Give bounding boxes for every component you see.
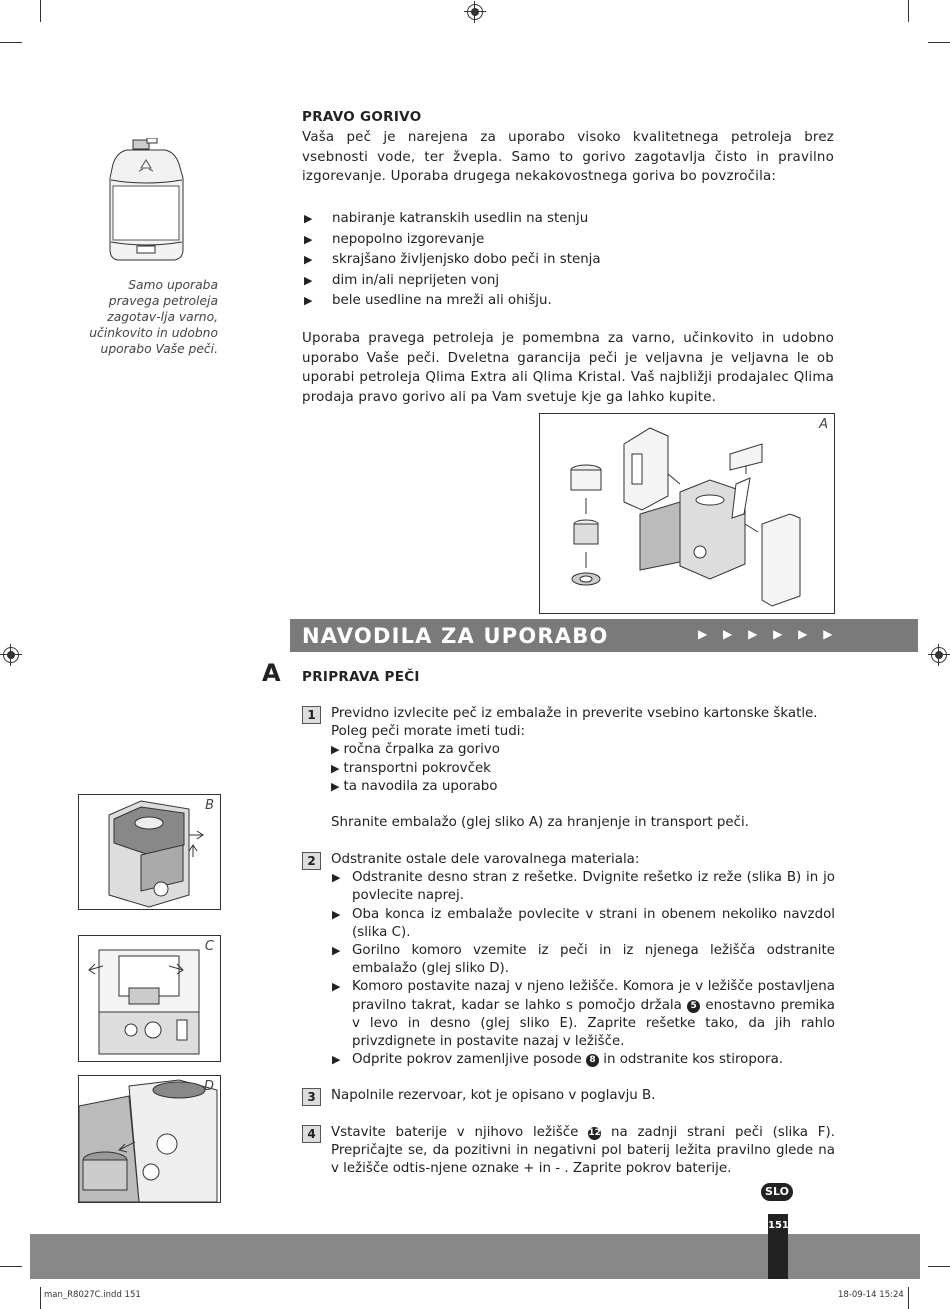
list-item: ▶ Komoro postavite nazaj v njeno ležišče. Komora je v ležišče postavljena pravilno takrat, kadar se lahko s pomočjo držala 5 enostavno premika v levo in desno (glej sliko E). Zaprite rešetke tako, da jih rahlo privzdignete in postavite nazaj v ležišče. <box>331 978 835 1051</box>
list-item: ▶ transportni pokrovček <box>331 760 491 776</box>
crop-mark <box>908 1287 909 1309</box>
step-text: Poleg peči morate imeti tudi: <box>331 724 525 740</box>
crop-mark <box>928 1266 950 1267</box>
list-item: ▶ skrajšano življenjsko dobo peči in stenja <box>302 250 834 271</box>
list-item: ▶ dim in/ali neprijeten vonj <box>302 271 834 292</box>
crop-mark <box>40 1287 41 1309</box>
sidebar-caption: Samo uporaba pravega petroleja zagotav-lja varno, učinkovito in udobno uporabo Vaše peči. <box>89 278 218 356</box>
registration-mark-icon <box>467 4 483 20</box>
fuel-paragraph: Uporaba pravega petroleja je pomembna za varno, učinkovito in udobno uporabo Vaše peči. Dveletna garancija peči je veljavna je veljavna le ob uporabi petroleja Qlima Extra ali Qlima Kristal. Vaš najbližji prodajalec Qlima prodaja pravo gorivo ali pa Vam svetuje kje ga lahko kupite. <box>302 331 834 405</box>
section-title-prep: PRIPRAVA PEČI <box>302 669 420 685</box>
step-number: 1 <box>302 706 321 724</box>
part-number-badge: 12 <box>588 1128 601 1138</box>
crop-mark <box>0 42 22 43</box>
crop-mark <box>928 42 950 43</box>
step-1 <box>331 705 835 832</box>
step-text: Shranite embalažo (glej sliko A) za hranjenje in transport peči. <box>331 815 749 831</box>
figure-d <box>78 1075 221 1203</box>
section-title-fuel: PRAVO GORIVO <box>302 109 422 125</box>
file-slug: man_R8027C.indd 151 <box>44 1290 141 1300</box>
intro-paragraph: Vaša peč je narejena za uporabo visoko kvalitetnega petroleja brez vsebnosti vode, ter žvepla. Samo to gorivo zagotavlja čisto in pravilno izgorevanje. Uporaba drugega nekakovostnega goriva bo povzročila: <box>302 130 834 184</box>
step-4-text: Vstavite baterije v njihovo ležišče 12 na zadnji strani peči (slika F). Prepričajte se, da pozitivni in negativni pol baterij ležita pravilno glede na v ležišče odtis-njene oznake + in - . Zaprite pokrov baterije. <box>331 1125 835 1177</box>
fuel-problems-list <box>302 209 834 312</box>
figure-label: A <box>819 417 828 432</box>
section-letter: A <box>262 659 281 687</box>
heater-grill-removal-illustration <box>79 795 220 909</box>
page-tab <box>768 1214 788 1279</box>
list-item: ▶ nepopolno izgorevanje <box>302 230 834 251</box>
list-item: ▶ nabiranje katranskih usedlin na stenju <box>302 209 834 230</box>
list-item: ▶ ročna črpalka za gorivo <box>331 742 500 758</box>
figure-a <box>539 413 835 614</box>
step-text: Previdno izvlecite peč iz embalaže in preverite vsebino kartonske škatle. <box>331 706 818 721</box>
crop-mark <box>908 0 909 22</box>
crop-mark <box>40 0 41 22</box>
part-number-badge: 5 <box>687 1000 700 1013</box>
step-number: 3 <box>302 1088 321 1106</box>
heater-exploded-view-illustration <box>540 414 834 613</box>
list-item: ▶ Odprite pokrov zamenljive posode 8 in odstranite kos stiropora. <box>331 1051 835 1069</box>
burner-chamber-removal-illustration <box>79 1076 220 1202</box>
list-item: ▶ Gorilno komoro vzemite iz peči in iz njenega ležišča odstranite embalažo (glej sliko D). <box>331 942 835 978</box>
part-number-badge: 8 <box>586 1054 599 1067</box>
language-badge: SLO <box>761 1183 793 1201</box>
figure-b <box>78 794 221 910</box>
list-item: ▶ ta navodila za uporabo <box>331 778 498 794</box>
step-number: 2 <box>302 852 321 870</box>
figure-label: D <box>203 1079 214 1094</box>
step-text: Odstranite ostale dele varovalnega materiala: <box>331 852 640 867</box>
banner-arrows-icon: ▶ ▶ ▶ ▶ ▶ ▶ <box>698 627 839 641</box>
step-2 <box>331 851 835 1069</box>
figure-label: B <box>205 798 214 813</box>
registration-mark-icon <box>931 647 947 663</box>
print-date: 18-09-14 15:24 <box>838 1290 904 1300</box>
registration-mark-icon <box>3 647 19 663</box>
step-number: 4 <box>302 1125 321 1143</box>
figure-c <box>78 935 221 1062</box>
heater-packaging-removal-illustration <box>79 936 220 1061</box>
fuel-can-illustration <box>105 138 187 266</box>
list-item: ▶ bele usedline na mreži ali ohišju. <box>302 291 834 312</box>
instructions-banner <box>290 619 918 652</box>
crop-mark <box>0 1266 22 1267</box>
banner-title: NAVODILA ZA UPORABO <box>302 624 609 648</box>
step-3-text: Napolnile rezervoar, kot je opisano v poglavju B. <box>331 1088 656 1103</box>
list-item: ▶ Odstranite desno stran z rešetke. Dvignite rešetko iz reže (slika B) in jo povlecite naprej. <box>331 869 835 905</box>
list-item: ▶ Oba konca iz embalaže povlecite v strani in obenem nekoliko navzdol (slika C). <box>331 906 835 942</box>
page-number: 151 <box>768 1220 789 1231</box>
figure-label: C <box>204 939 214 954</box>
